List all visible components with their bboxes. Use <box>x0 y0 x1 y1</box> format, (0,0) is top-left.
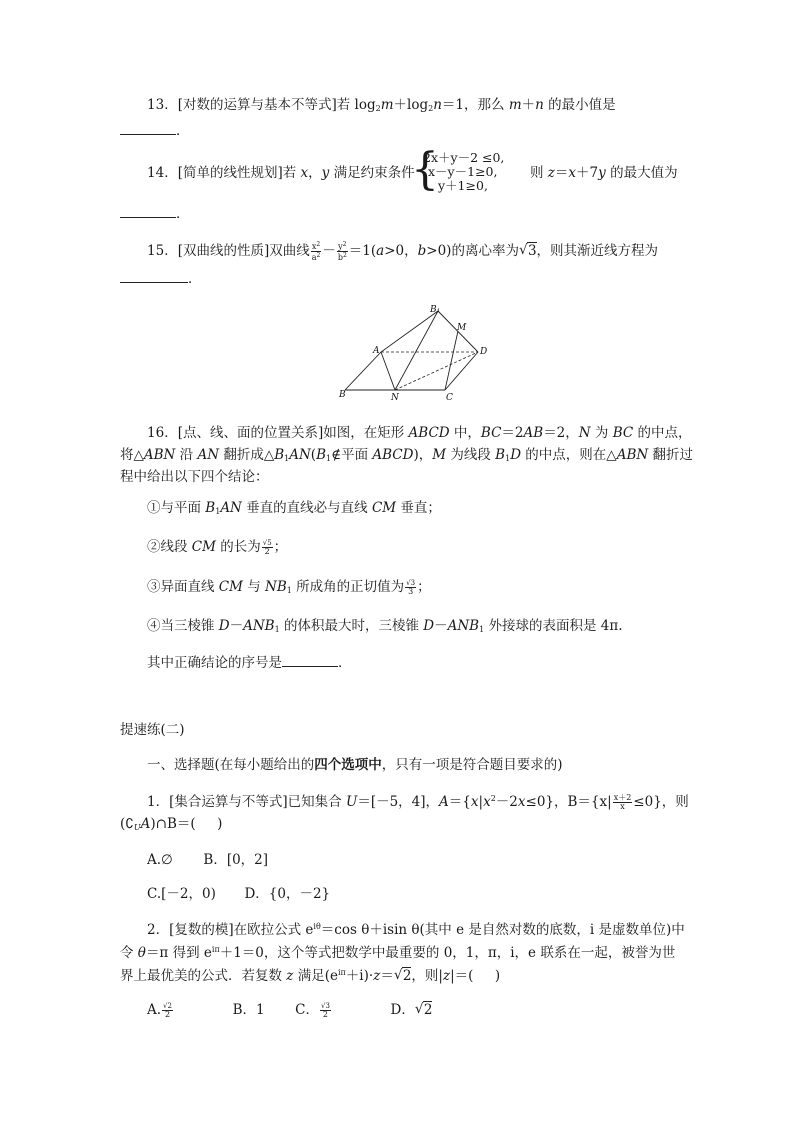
p1-text-line2: $(∁_UA)\cap B=$( ) <box>120 816 223 832</box>
q14-text: 14．[简单的线性规划]若 x，y 满足约束条件 <box>147 165 415 181</box>
label-B: B <box>339 390 346 400</box>
label-C: C <box>446 393 453 402</box>
q16-text-line1: 16．[点、线、面的位置关系]如图，在矩形 ABCD 中，BC＝2AB＝2，N 为 BC 的中点， <box>147 425 692 441</box>
p1-text-line1: 1．[集合运算与不等式]已知集合 U＝[－5，4]，$A=\{x|x^2-2x\le 0\}$，B＝{x| $\frac{x+2}{x}$ ≤0}，则 <box>147 793 689 811</box>
p1-options-row1 <box>147 850 268 870</box>
edge-ND-hidden <box>395 352 478 390</box>
constraint-3: y＋1≥0, <box>438 178 488 193</box>
edge-AN <box>381 352 395 390</box>
label-D: D <box>480 347 488 357</box>
edge-DC <box>445 352 478 390</box>
p1-options-row2 <box>147 884 330 904</box>
q14-text-tail: 则 z＝x＋7y 的最大值为 <box>530 165 678 181</box>
q16-option-4: ④当三棱锥 $D-ANB_1$ 的体积最大时，三棱锥 $D-ANB_1$ 外接球的表面积是 4π. <box>147 618 623 634</box>
p1-option-a[interactable]: A.∅ <box>147 852 173 868</box>
label-N: N <box>391 393 399 402</box>
label-B1: B₁ <box>430 305 441 315</box>
q16-text-line2: 将△ABN 沿 AN 翻折成$\triangle B_1AN(B_1\notin$平面 ABCD)，M 为线段 $B_1D$ 的中点，则在△ABN 翻折过 <box>120 447 693 463</box>
q15-text: 15．[双曲线的性质]双曲线 $\frac{x^2}{a^2}$ － $\frac{y^2}{b^2}$ ＝1(a>0，b>0)的离心率为√ 3，则其渐近线方程为 <box>147 241 658 262</box>
p1-option-d[interactable]: D．{0，－2} <box>244 886 331 902</box>
p2-text-line2: 令 θ＝π 得到 $e^{i\pi}+1=0$，这个等式把数学中最重要的 0，1，π，i，e 联系在一起，被誉为世 <box>120 945 676 961</box>
p2-option-a[interactable]: A. $\frac{√2}{2}$ <box>147 1002 172 1019</box>
constraint-1: 2x＋y－2 ≤0, <box>423 150 505 165</box>
constraint-2: x－y－1≥0, <box>428 164 498 179</box>
p2-option-b[interactable]: B．1 <box>232 1002 265 1018</box>
geometry-figure <box>330 300 500 402</box>
edge-CM <box>445 331 458 390</box>
section-instructions: 一、选择题(在每小题给出的四个选项中，只有一项是符合题目要求的) <box>147 757 563 773</box>
q13-answer-blank[interactable]: ． <box>120 120 190 141</box>
q16-option-1: ①与平面 $B_1AN$ 垂直的直线必与直线 CM 垂直； <box>147 500 441 516</box>
label-A: A <box>373 346 380 356</box>
edge-AB1 <box>381 311 438 352</box>
q16-answer-blank[interactable] <box>282 652 338 667</box>
q16-option-2: ②线段 CM 的长为 $\frac{√5}{2}$ ； <box>147 539 288 556</box>
p1-option-b[interactable]: B．[0，2] <box>203 852 269 868</box>
section-title: 提速练(二) <box>120 722 185 738</box>
p2-text-line3: 界上最优美的公式．若复数 z 满足$(e^{i\pi}+i)\cdot z=√$ 2，则|z|＝( ) <box>120 963 500 986</box>
edge-BA <box>345 352 381 390</box>
q13-text: 13．[对数的运算与基本不等式]若 $\log_2m+\log_2n=1$，那么 m＋n 的最小值是 <box>147 97 616 113</box>
p2-option-d[interactable]: D．√ 2 <box>391 1002 433 1018</box>
label-M: M <box>457 323 467 333</box>
p1-option-c[interactable]: C.[－2，0) <box>147 886 216 902</box>
system-brace: { <box>411 144 439 195</box>
q15-answer-blank[interactable]: ． <box>120 268 202 289</box>
p2-text-line1: 2．[复数的模]在欧拉公式 $e^{i\theta}=\cos$ θ＋isin θ(其中 e 是自然对数的底数，i 是虚数单位)中 <box>147 922 685 938</box>
q16-text-line3: 程中给出以下四个结论： <box>120 469 269 485</box>
p2-option-c[interactable]: C． $\frac{√3}{2}$ <box>295 1002 330 1019</box>
p2-options <box>147 1000 432 1020</box>
q14-answer-blank[interactable]: ． <box>120 203 190 224</box>
q16-option-3: ③异面直线 CM 与 $NB_1$ 所成角的正切值为 $\frac{√3}{3}$ ； <box>147 579 431 596</box>
edge-NB1 <box>395 311 438 390</box>
q16-answer-line: 其中正确结论的序号是 ． <box>147 652 352 673</box>
